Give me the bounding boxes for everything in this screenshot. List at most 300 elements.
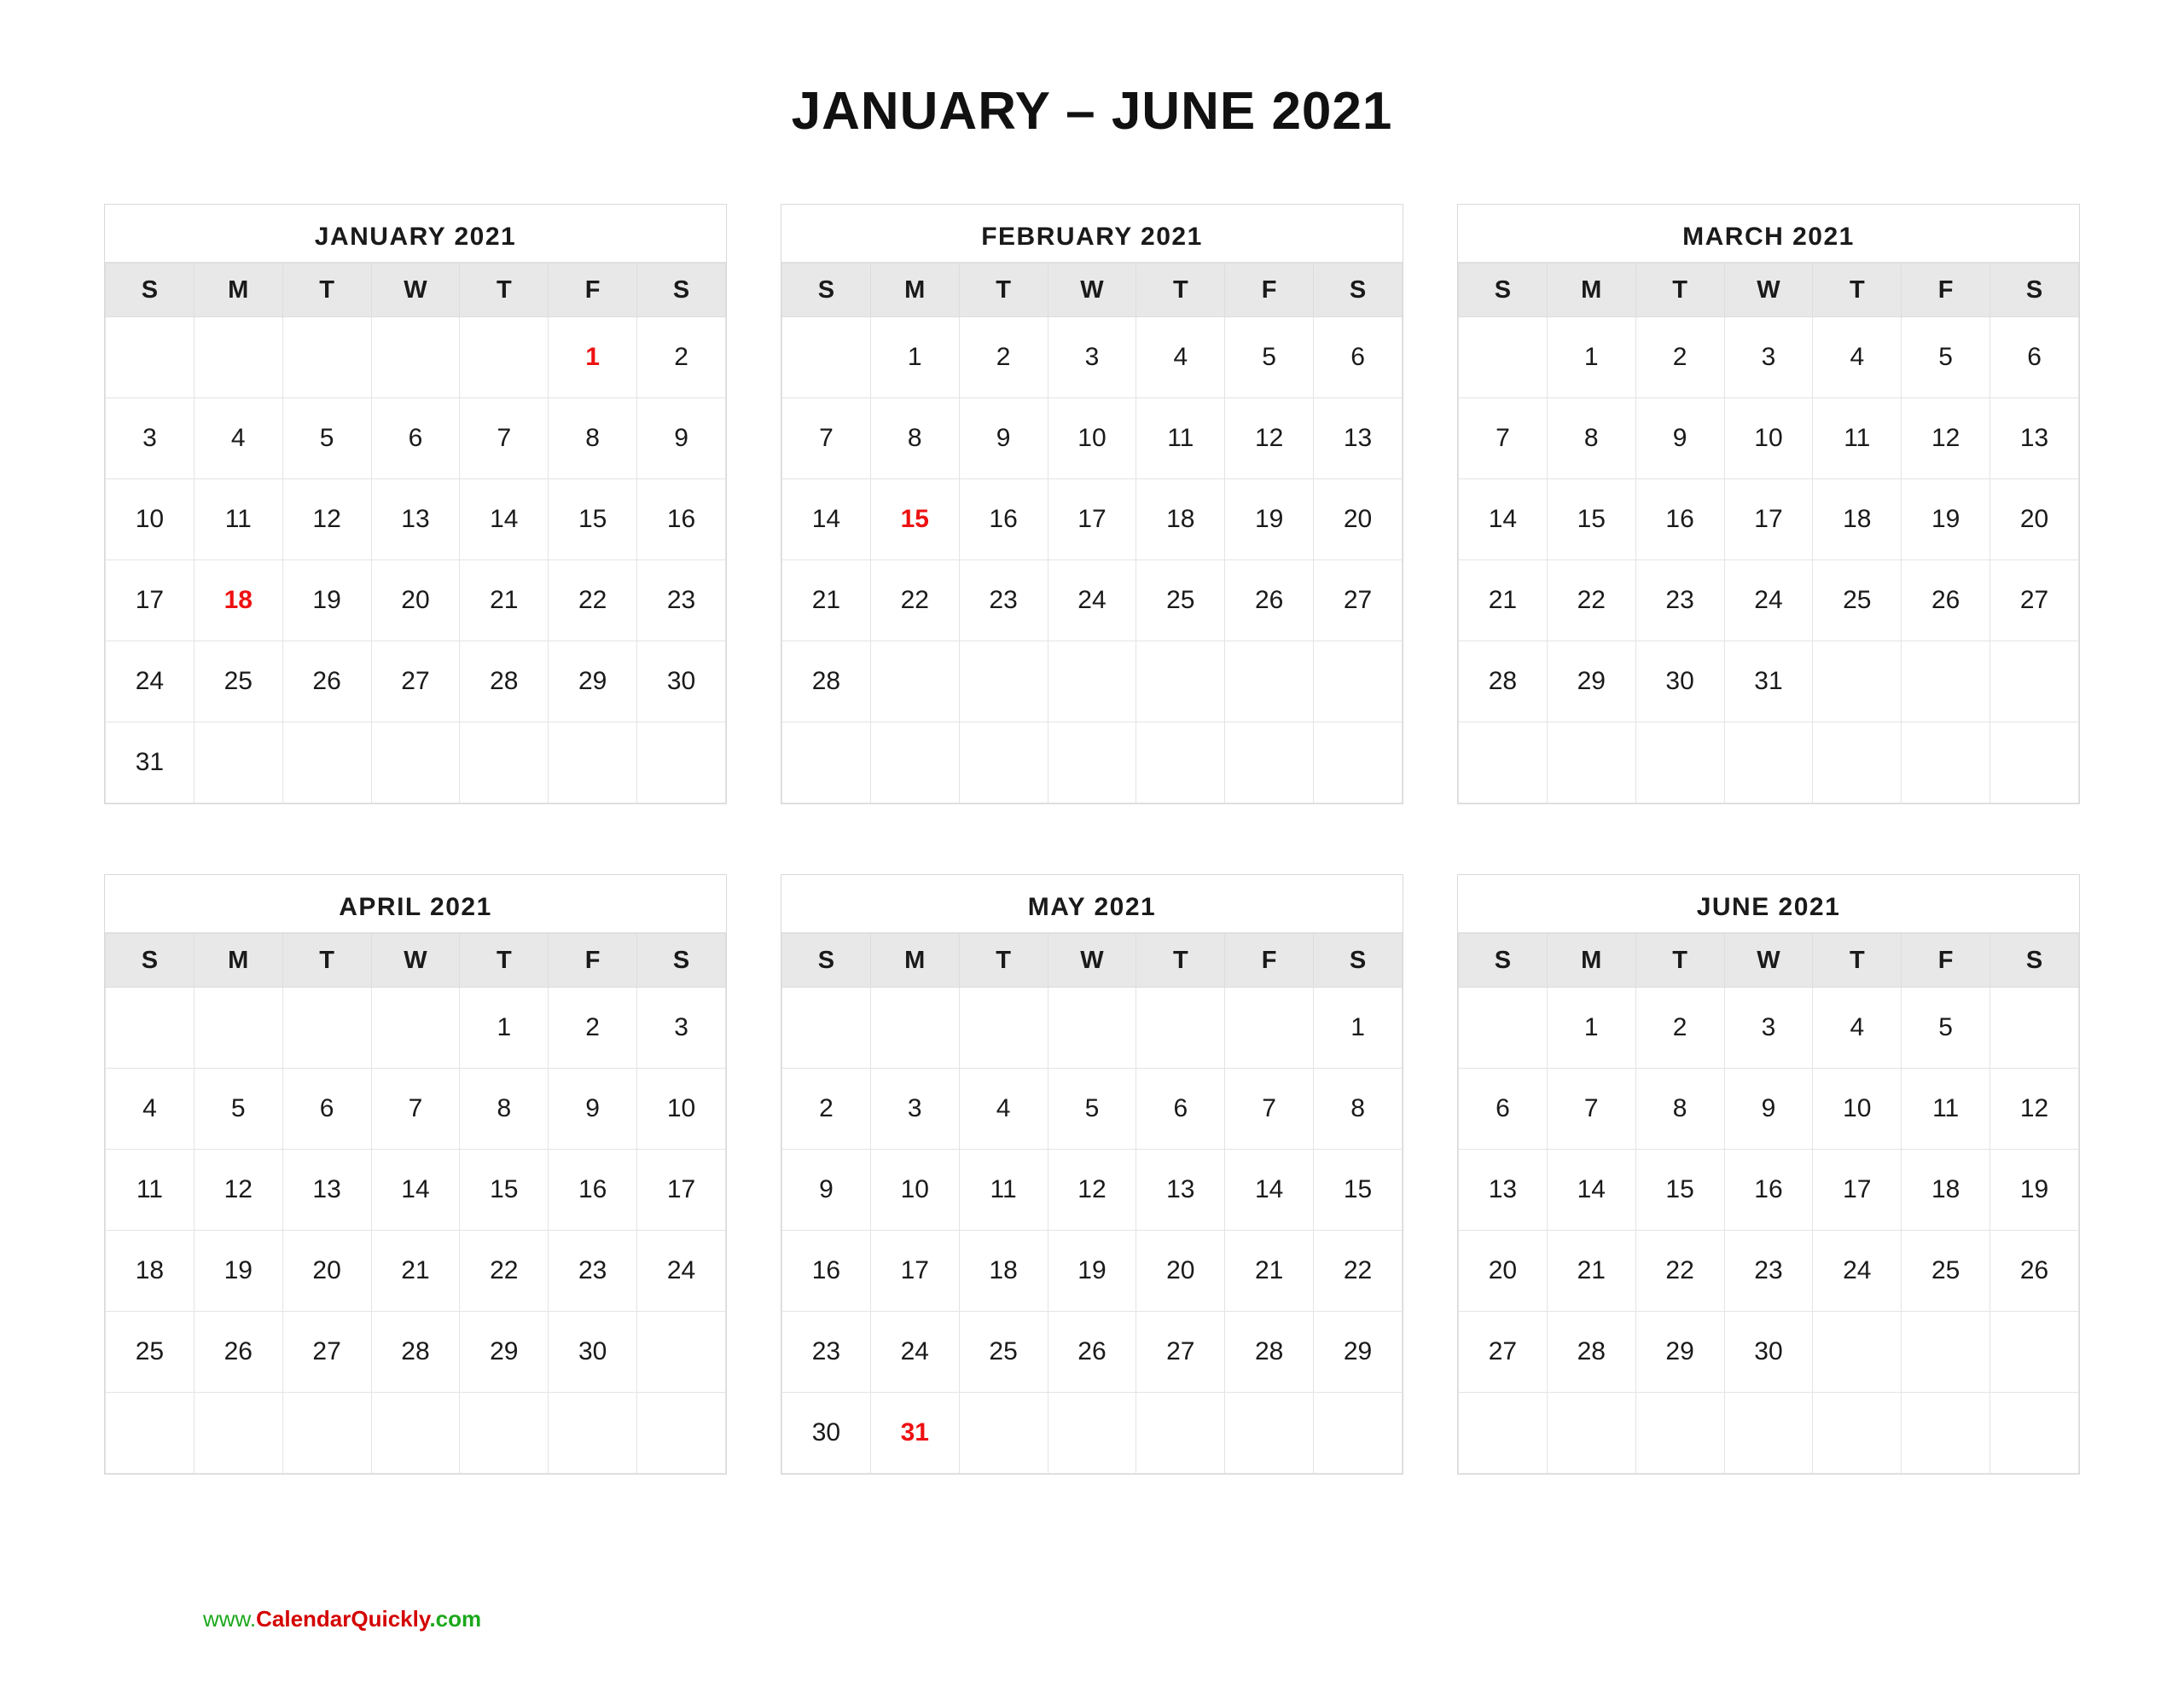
day-cell[interactable]: 25	[959, 1312, 1048, 1393]
day-cell[interactable]: 13	[1314, 398, 1403, 479]
day-cell[interactable]: 29	[549, 641, 637, 722]
day-cell[interactable]: 13	[1990, 398, 2079, 479]
day-cell-empty	[194, 1393, 282, 1474]
day-cell-empty	[106, 1393, 195, 1474]
day-cell-empty	[1990, 1393, 2079, 1474]
weekday-header: T	[282, 934, 371, 988]
day-cell-empty	[959, 988, 1048, 1069]
day-cell[interactable]: 3	[106, 398, 195, 479]
day-cell[interactable]: 15	[1314, 1150, 1403, 1231]
day-cell[interactable]: 23	[959, 560, 1048, 641]
week-row	[782, 1312, 1403, 1393]
day-cell[interactable]: 24	[1813, 1231, 1902, 1312]
day-cell-empty	[282, 988, 371, 1069]
day-cell-empty	[1459, 1393, 1548, 1474]
day-cell[interactable]: 26	[1990, 1231, 2079, 1312]
weekday-header: T	[959, 264, 1048, 317]
day-cell-empty	[282, 317, 371, 398]
weekday-header: S	[1459, 264, 1548, 317]
day-cell-empty	[1048, 641, 1136, 722]
weekday-header: S	[637, 264, 726, 317]
day-cell[interactable]: 20	[1990, 479, 2079, 560]
day-cell[interactable]: 21	[371, 1231, 460, 1312]
day-cell[interactable]: 21	[460, 560, 549, 641]
day-cell[interactable]: 14	[782, 479, 871, 560]
day-cell[interactable]: 2	[782, 1069, 871, 1150]
day-cell[interactable]: 29	[1547, 641, 1635, 722]
day-cell[interactable]: 11	[194, 479, 282, 560]
day-cell[interactable]: 5	[1902, 317, 1990, 398]
week-row	[1459, 479, 2079, 560]
footer-brand: CalendarQuickly	[256, 1606, 430, 1632]
week-row	[106, 560, 726, 641]
day-cell-empty	[282, 1393, 371, 1474]
day-cell[interactable]: 27	[1459, 1312, 1548, 1393]
day-cell[interactable]: 24	[1048, 560, 1136, 641]
day-cell-empty	[1902, 641, 1990, 722]
day-cell[interactable]: 12	[1990, 1069, 2079, 1150]
week-row	[1459, 560, 2079, 641]
day-cell[interactable]: 9	[637, 398, 726, 479]
day-cell[interactable]: 15	[1635, 1150, 1724, 1231]
day-cell[interactable]: 24	[870, 1312, 959, 1393]
day-cell[interactable]: 12	[1048, 1150, 1136, 1231]
day-cell-empty	[1724, 722, 1813, 803]
day-cell[interactable]: 14	[460, 479, 549, 560]
page-title: JANUARY – JUNE 2021	[791, 82, 1393, 141]
day-cell[interactable]: 2	[549, 988, 637, 1069]
day-cell[interactable]: 7	[1459, 398, 1548, 479]
day-cell[interactable]: 30	[637, 641, 726, 722]
day-cell[interactable]: 10	[637, 1069, 726, 1150]
day-cell[interactable]: 3	[1048, 317, 1136, 398]
day-cell[interactable]: 23	[1635, 560, 1724, 641]
day-cell-empty	[1048, 1393, 1136, 1474]
day-cell[interactable]: 27	[1990, 560, 2079, 641]
day-cell[interactable]: 1	[1314, 988, 1403, 1069]
day-cell[interactable]: 20	[1459, 1231, 1548, 1312]
day-cell[interactable]: 4	[194, 398, 282, 479]
day-cell[interactable]: 8	[1635, 1069, 1724, 1150]
weekday-header: S	[1990, 934, 2079, 988]
week-row	[782, 1069, 1403, 1150]
day-cell[interactable]: 22	[1314, 1231, 1403, 1312]
day-cell[interactable]: 23	[637, 560, 726, 641]
day-cell-highlighted[interactable]: 1	[549, 317, 637, 398]
day-cell[interactable]: 26	[1048, 1312, 1136, 1393]
day-cell[interactable]: 11	[1813, 398, 1902, 479]
day-cell[interactable]: 16	[782, 1231, 871, 1312]
day-cell[interactable]: 15	[549, 479, 637, 560]
day-cell[interactable]: 22	[1635, 1231, 1724, 1312]
week-row	[106, 1069, 726, 1150]
day-cell[interactable]: 28	[1547, 1312, 1635, 1393]
week-row	[782, 1393, 1403, 1474]
day-cell[interactable]: 24	[106, 641, 195, 722]
footer-credit	[0, 1606, 2184, 1632]
day-cell[interactable]: 4	[1813, 988, 1902, 1069]
day-cell[interactable]: 25	[194, 641, 282, 722]
week-row	[1459, 398, 2079, 479]
day-cell-empty	[1547, 1393, 1635, 1474]
weekday-header: F	[549, 264, 637, 317]
weekday-header-row	[106, 264, 726, 317]
week-row	[1459, 722, 2079, 803]
weekday-header: W	[371, 264, 460, 317]
day-cell[interactable]: 9	[1724, 1069, 1813, 1150]
day-cell[interactable]: 27	[371, 641, 460, 722]
day-cell[interactable]: 30	[1635, 641, 1724, 722]
month-title: APRIL 2021	[105, 875, 726, 933]
day-cell[interactable]: 16	[549, 1150, 637, 1231]
day-cell-empty	[371, 317, 460, 398]
day-cell[interactable]: 22	[870, 560, 959, 641]
day-cell-empty	[371, 988, 460, 1069]
day-cell[interactable]: 9	[782, 1150, 871, 1231]
day-cell[interactable]: 2	[959, 317, 1048, 398]
day-cell[interactable]: 29	[1635, 1312, 1724, 1393]
day-cell[interactable]: 12	[1225, 398, 1314, 479]
week-row	[1459, 641, 2079, 722]
weekday-header: S	[1990, 264, 2079, 317]
day-cell[interactable]: 9	[549, 1069, 637, 1150]
day-cell[interactable]: 20	[1314, 479, 1403, 560]
day-cell-empty	[549, 722, 637, 803]
day-cell[interactable]: 5	[194, 1069, 282, 1150]
day-cell[interactable]: 31	[106, 722, 195, 803]
day-cell[interactable]: 6	[1314, 317, 1403, 398]
month-table	[781, 933, 1403, 1474]
day-cell-empty	[371, 722, 460, 803]
week-row	[1459, 1150, 2079, 1231]
weekday-header: W	[1724, 934, 1813, 988]
day-cell-empty	[1459, 988, 1548, 1069]
weekday-header-row	[1459, 934, 2079, 988]
day-cell[interactable]: 11	[1136, 398, 1225, 479]
day-cell[interactable]: 13	[371, 479, 460, 560]
day-cell-empty	[1048, 988, 1136, 1069]
month-table	[1458, 933, 2079, 1474]
weekday-header: F	[1225, 264, 1314, 317]
weekday-header: M	[194, 934, 282, 988]
day-cell[interactable]: 13	[1459, 1150, 1548, 1231]
day-cell-empty	[194, 317, 282, 398]
day-cell[interactable]: 15	[460, 1150, 549, 1231]
day-cell[interactable]: 27	[1314, 560, 1403, 641]
week-row	[1459, 1312, 2079, 1393]
day-cell[interactable]: 12	[1902, 398, 1990, 479]
day-cell-empty	[194, 988, 282, 1069]
weekday-header: S	[106, 934, 195, 988]
calendarquickly-link[interactable]	[203, 1606, 481, 1632]
day-cell[interactable]: 28	[782, 641, 871, 722]
weekday-header: F	[549, 934, 637, 988]
month-block	[781, 204, 1403, 804]
day-cell[interactable]: 23	[549, 1231, 637, 1312]
day-cell[interactable]: 17	[1048, 479, 1136, 560]
day-cell-empty	[1459, 317, 1548, 398]
day-cell[interactable]: 10	[1724, 398, 1813, 479]
day-cell[interactable]: 7	[371, 1069, 460, 1150]
day-cell-empty	[1990, 641, 2079, 722]
week-row	[782, 398, 1403, 479]
day-cell[interactable]: 17	[106, 560, 195, 641]
day-cell[interactable]: 21	[1225, 1231, 1314, 1312]
day-cell[interactable]: 17	[1724, 479, 1813, 560]
day-cell[interactable]: 21	[782, 560, 871, 641]
day-cell[interactable]: 29	[1314, 1312, 1403, 1393]
day-cell[interactable]: 11	[106, 1150, 195, 1231]
day-cell[interactable]: 8	[870, 398, 959, 479]
day-cell[interactable]: 29	[460, 1312, 549, 1393]
day-cell[interactable]: 6	[371, 398, 460, 479]
day-cell[interactable]: 12	[282, 479, 371, 560]
day-cell[interactable]: 19	[194, 1231, 282, 1312]
day-cell[interactable]: 4	[1136, 317, 1225, 398]
weekday-header: S	[106, 264, 195, 317]
week-row	[782, 1150, 1403, 1231]
day-cell-empty	[106, 317, 195, 398]
day-cell[interactable]: 1	[460, 988, 549, 1069]
day-cell[interactable]: 1	[1547, 988, 1635, 1069]
day-cell[interactable]: 14	[371, 1150, 460, 1231]
day-cell[interactable]: 18	[1136, 479, 1225, 560]
day-cell-empty	[1902, 1393, 1990, 1474]
day-cell[interactable]: 7	[460, 398, 549, 479]
day-cell[interactable]: 16	[959, 479, 1048, 560]
day-cell[interactable]: 20	[282, 1231, 371, 1312]
day-cell[interactable]: 5	[1902, 988, 1990, 1069]
day-cell[interactable]: 28	[460, 641, 549, 722]
day-cell-empty	[282, 722, 371, 803]
day-cell[interactable]: 19	[1902, 479, 1990, 560]
day-cell[interactable]: 25	[106, 1312, 195, 1393]
week-row	[106, 641, 726, 722]
day-cell-empty	[782, 722, 871, 803]
day-cell[interactable]: 23	[1724, 1231, 1813, 1312]
day-cell[interactable]: 5	[1225, 317, 1314, 398]
day-cell[interactable]: 9	[1635, 398, 1724, 479]
day-cell[interactable]: 10	[106, 479, 195, 560]
day-cell[interactable]: 14	[1225, 1150, 1314, 1231]
week-row	[782, 560, 1403, 641]
weekday-header: T	[460, 264, 549, 317]
week-row	[106, 317, 726, 398]
day-cell[interactable]: 26	[1902, 560, 1990, 641]
weekday-header-row	[1459, 264, 2079, 317]
day-cell-empty	[1136, 988, 1225, 1069]
day-cell[interactable]: 16	[1635, 479, 1724, 560]
day-cell-empty	[1813, 1312, 1902, 1393]
day-cell[interactable]: 4	[959, 1069, 1048, 1150]
day-cell-highlighted[interactable]: 31	[870, 1393, 959, 1474]
day-cell-empty	[460, 1393, 549, 1474]
day-cell-empty	[959, 1393, 1048, 1474]
day-cell[interactable]: 31	[1724, 641, 1813, 722]
day-cell-highlighted[interactable]: 15	[870, 479, 959, 560]
day-cell-empty	[870, 641, 959, 722]
day-cell[interactable]: 28	[1225, 1312, 1314, 1393]
day-cell[interactable]: 5	[1048, 1069, 1136, 1150]
month-block	[1457, 874, 2080, 1475]
day-cell-empty	[1136, 722, 1225, 803]
week-row	[106, 479, 726, 560]
month-table	[781, 263, 1403, 803]
weekday-header: S	[1314, 264, 1403, 317]
week-row	[106, 1393, 726, 1474]
day-cell[interactable]: 17	[1813, 1150, 1902, 1231]
day-cell-empty	[1314, 1393, 1403, 1474]
day-cell-empty	[1813, 722, 1902, 803]
day-cell[interactable]: 8	[460, 1069, 549, 1150]
day-cell[interactable]: 4	[1813, 317, 1902, 398]
day-cell-empty	[782, 988, 871, 1069]
day-cell[interactable]: 20	[1136, 1231, 1225, 1312]
day-cell-empty	[637, 1312, 726, 1393]
day-cell[interactable]: 19	[1990, 1150, 2079, 1231]
weekday-header: F	[1902, 264, 1990, 317]
day-cell[interactable]: 3	[1724, 988, 1813, 1069]
day-cell[interactable]: 28	[1459, 641, 1548, 722]
day-cell[interactable]: 5	[282, 398, 371, 479]
day-cell[interactable]: 27	[1136, 1312, 1225, 1393]
day-cell[interactable]: 3	[870, 1069, 959, 1150]
day-cell-empty	[1813, 1393, 1902, 1474]
day-cell[interactable]: 19	[1225, 479, 1314, 560]
day-cell[interactable]: 18	[959, 1231, 1048, 1312]
weekday-header: T	[282, 264, 371, 317]
day-cell[interactable]: 25	[1902, 1231, 1990, 1312]
day-cell[interactable]: 26	[282, 641, 371, 722]
day-cell[interactable]: 7	[1225, 1069, 1314, 1150]
week-row	[106, 1150, 726, 1231]
day-cell[interactable]: 11	[1902, 1069, 1990, 1150]
day-cell[interactable]: 26	[1225, 560, 1314, 641]
day-cell[interactable]: 8	[1547, 398, 1635, 479]
day-cell[interactable]: 19	[1048, 1231, 1136, 1312]
day-cell[interactable]: 26	[194, 1312, 282, 1393]
day-cell[interactable]: 12	[194, 1150, 282, 1231]
day-cell[interactable]: 2	[1635, 988, 1724, 1069]
day-cell[interactable]: 9	[959, 398, 1048, 479]
day-cell-empty	[782, 317, 871, 398]
day-cell-empty	[371, 1393, 460, 1474]
day-cell[interactable]: 22	[1547, 560, 1635, 641]
day-cell-empty	[637, 722, 726, 803]
day-cell[interactable]: 16	[637, 479, 726, 560]
day-cell[interactable]: 15	[1547, 479, 1635, 560]
day-cell[interactable]: 4	[106, 1069, 195, 1150]
weekday-header: S	[1459, 934, 1548, 988]
weekday-header: T	[1136, 934, 1225, 988]
day-cell[interactable]: 17	[870, 1231, 959, 1312]
day-cell[interactable]: 8	[1314, 1069, 1403, 1150]
day-cell-empty	[1048, 722, 1136, 803]
day-cell[interactable]: 13	[282, 1150, 371, 1231]
day-cell[interactable]: 14	[1547, 1150, 1635, 1231]
weekday-header-row	[782, 264, 1403, 317]
day-cell[interactable]: 22	[549, 560, 637, 641]
week-row	[106, 1231, 726, 1312]
day-cell[interactable]: 11	[959, 1150, 1048, 1231]
week-row	[1459, 317, 2079, 398]
day-cell-empty	[870, 722, 959, 803]
month-block	[104, 204, 727, 804]
day-cell[interactable]: 10	[1048, 398, 1136, 479]
month-block	[104, 874, 727, 1475]
day-cell[interactable]: 3	[1724, 317, 1813, 398]
day-cell[interactable]: 25	[1813, 560, 1902, 641]
day-cell[interactable]: 24	[637, 1231, 726, 1312]
day-cell[interactable]: 25	[1136, 560, 1225, 641]
day-cell[interactable]: 10	[870, 1150, 959, 1231]
day-cell-empty	[1902, 722, 1990, 803]
day-cell-empty	[1635, 722, 1724, 803]
day-cell-empty	[460, 722, 549, 803]
day-cell[interactable]: 14	[1459, 479, 1548, 560]
day-cell-highlighted[interactable]: 18	[194, 560, 282, 641]
weekday-header: F	[1225, 934, 1314, 988]
day-cell[interactable]: 27	[282, 1312, 371, 1393]
day-cell[interactable]: 7	[782, 398, 871, 479]
day-cell[interactable]: 6	[1136, 1069, 1225, 1150]
weekday-header: W	[1724, 264, 1813, 317]
day-cell-empty	[1813, 641, 1902, 722]
day-cell[interactable]: 22	[460, 1231, 549, 1312]
weekday-header-row	[782, 934, 1403, 988]
day-cell[interactable]: 2	[637, 317, 726, 398]
week-row	[106, 988, 726, 1069]
day-cell-empty	[1225, 641, 1314, 722]
day-cell[interactable]: 21	[1547, 1231, 1635, 1312]
month-block	[781, 874, 1403, 1475]
day-cell[interactable]: 24	[1724, 560, 1813, 641]
day-cell[interactable]: 20	[371, 560, 460, 641]
day-cell[interactable]: 18	[1813, 479, 1902, 560]
day-cell[interactable]: 18	[1902, 1150, 1990, 1231]
day-cell[interactable]: 30	[1724, 1312, 1813, 1393]
day-cell[interactable]: 2	[1635, 317, 1724, 398]
day-cell[interactable]: 6	[1990, 317, 2079, 398]
day-cell[interactable]: 1	[870, 317, 959, 398]
day-cell[interactable]: 6	[282, 1069, 371, 1150]
day-cell-empty	[1635, 1393, 1724, 1474]
day-cell[interactable]: 8	[549, 398, 637, 479]
day-cell[interactable]: 23	[782, 1312, 871, 1393]
day-cell[interactable]: 18	[106, 1231, 195, 1312]
week-row	[1459, 988, 2079, 1069]
day-cell[interactable]: 1	[1547, 317, 1635, 398]
day-cell[interactable]: 28	[371, 1312, 460, 1393]
day-cell[interactable]: 21	[1459, 560, 1548, 641]
day-cell[interactable]: 3	[637, 988, 726, 1069]
day-cell[interactable]: 17	[637, 1150, 726, 1231]
day-cell-empty	[870, 988, 959, 1069]
weekday-header: T	[1635, 934, 1724, 988]
weekday-header: T	[1136, 264, 1225, 317]
day-cell[interactable]: 6	[1459, 1069, 1548, 1150]
weekday-header: M	[194, 264, 282, 317]
day-cell[interactable]: 30	[549, 1312, 637, 1393]
day-cell[interactable]: 10	[1813, 1069, 1902, 1150]
weekday-header: S	[782, 934, 871, 988]
day-cell[interactable]: 19	[282, 560, 371, 641]
day-cell[interactable]: 7	[1547, 1069, 1635, 1150]
day-cell[interactable]: 30	[782, 1393, 871, 1474]
day-cell[interactable]: 16	[1724, 1150, 1813, 1231]
day-cell[interactable]: 13	[1136, 1150, 1225, 1231]
month-title: FEBRUARY 2021	[781, 205, 1403, 263]
